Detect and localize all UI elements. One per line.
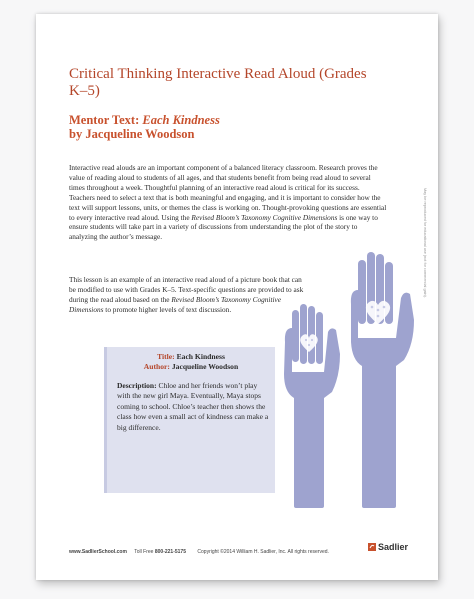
intro-text-1: Interactive read alouds are an important component of a balanced literacy classroom. Research proves the value of reading aloud to students of all ages, and that students benefit from being read aloud to several times throughout a week. Thoughtful planning of an interactive read aloud is critical for its success. Teachers need to select a text that is both meaningful and engaging, and it is important to consider how the text will support lessons, units, or themes the class is working on. Thought-provoking questions are essential to every interactive read aloud. Using the bbox=[69, 163, 387, 222]
callout-title-value: Each Kindness bbox=[176, 352, 225, 361]
reproduction-note: May be reproduced for educational use (not for commercial gain). bbox=[423, 188, 427, 298]
footer-phone: 800-221-5175 bbox=[154, 549, 186, 555]
callout-description-text: Chloe and her friends won’t play with the new girl Maya. Eventually, Maya stops coming to school. Chloe’s teacher then shows the class how even a small act of kindness can make a big difference. bbox=[117, 381, 269, 432]
raised-hands-illustration bbox=[274, 246, 424, 508]
right-arm-icon bbox=[362, 350, 396, 508]
document-title: Critical Thinking Interactive Read Aloud (Grades K–5) bbox=[69, 66, 367, 99]
mentor-book-title: Each Kindness bbox=[142, 113, 220, 127]
mentor-author: by Jacqueline Woodson bbox=[69, 127, 195, 141]
callout-description bbox=[117, 381, 269, 433]
sadlier-logo-text: Sadlier bbox=[378, 542, 409, 552]
left-arm-icon bbox=[294, 386, 324, 508]
intro-text-2: is one way to ensure students will take part in a variety of discussions from understanding the plot of the story to analyzing the author’s message. bbox=[69, 212, 378, 242]
callout-author-line bbox=[107, 362, 275, 372]
sadlier-logo-mark-icon bbox=[368, 543, 376, 551]
intro-italic-term: Revised Bloom’s Taxonomy Cognitive Dimensions bbox=[191, 212, 338, 222]
lesson-text-2: to promote higher levels of text discussion. bbox=[103, 304, 232, 314]
mentor-text-heading bbox=[69, 113, 369, 141]
footer-contact bbox=[69, 549, 329, 555]
callout-title-line bbox=[107, 352, 275, 362]
footer-toll-free-label: Toll Free bbox=[134, 549, 154, 555]
lesson-text-1: This lesson is an example of an interactive read aloud of a picture book that can be modified to use with Grades K–5. Text-specific questions are provided to ask during the read aloud based on the bbox=[69, 275, 304, 304]
callout-title-label: Title: bbox=[157, 352, 175, 361]
lesson-paragraph bbox=[69, 275, 309, 315]
footer-website[interactable]: www.SadlierSchool.com bbox=[69, 549, 127, 555]
callout-author-label: Author: bbox=[143, 362, 170, 371]
callout-author-value: Jacqueline Woodson bbox=[171, 362, 239, 371]
lesson-italic-term: Revised Bloom’s Taxonomy Cognitive Dimensions bbox=[69, 294, 281, 314]
intro-paragraph bbox=[69, 163, 387, 242]
mentor-prefix: Mentor Text: bbox=[69, 113, 143, 127]
callout-description-label: Description: bbox=[117, 381, 157, 390]
book-info-callout bbox=[104, 347, 275, 493]
footer-copyright: Copyright ©2014 William H. Sadlier, Inc. All rights reserved. bbox=[197, 549, 329, 555]
